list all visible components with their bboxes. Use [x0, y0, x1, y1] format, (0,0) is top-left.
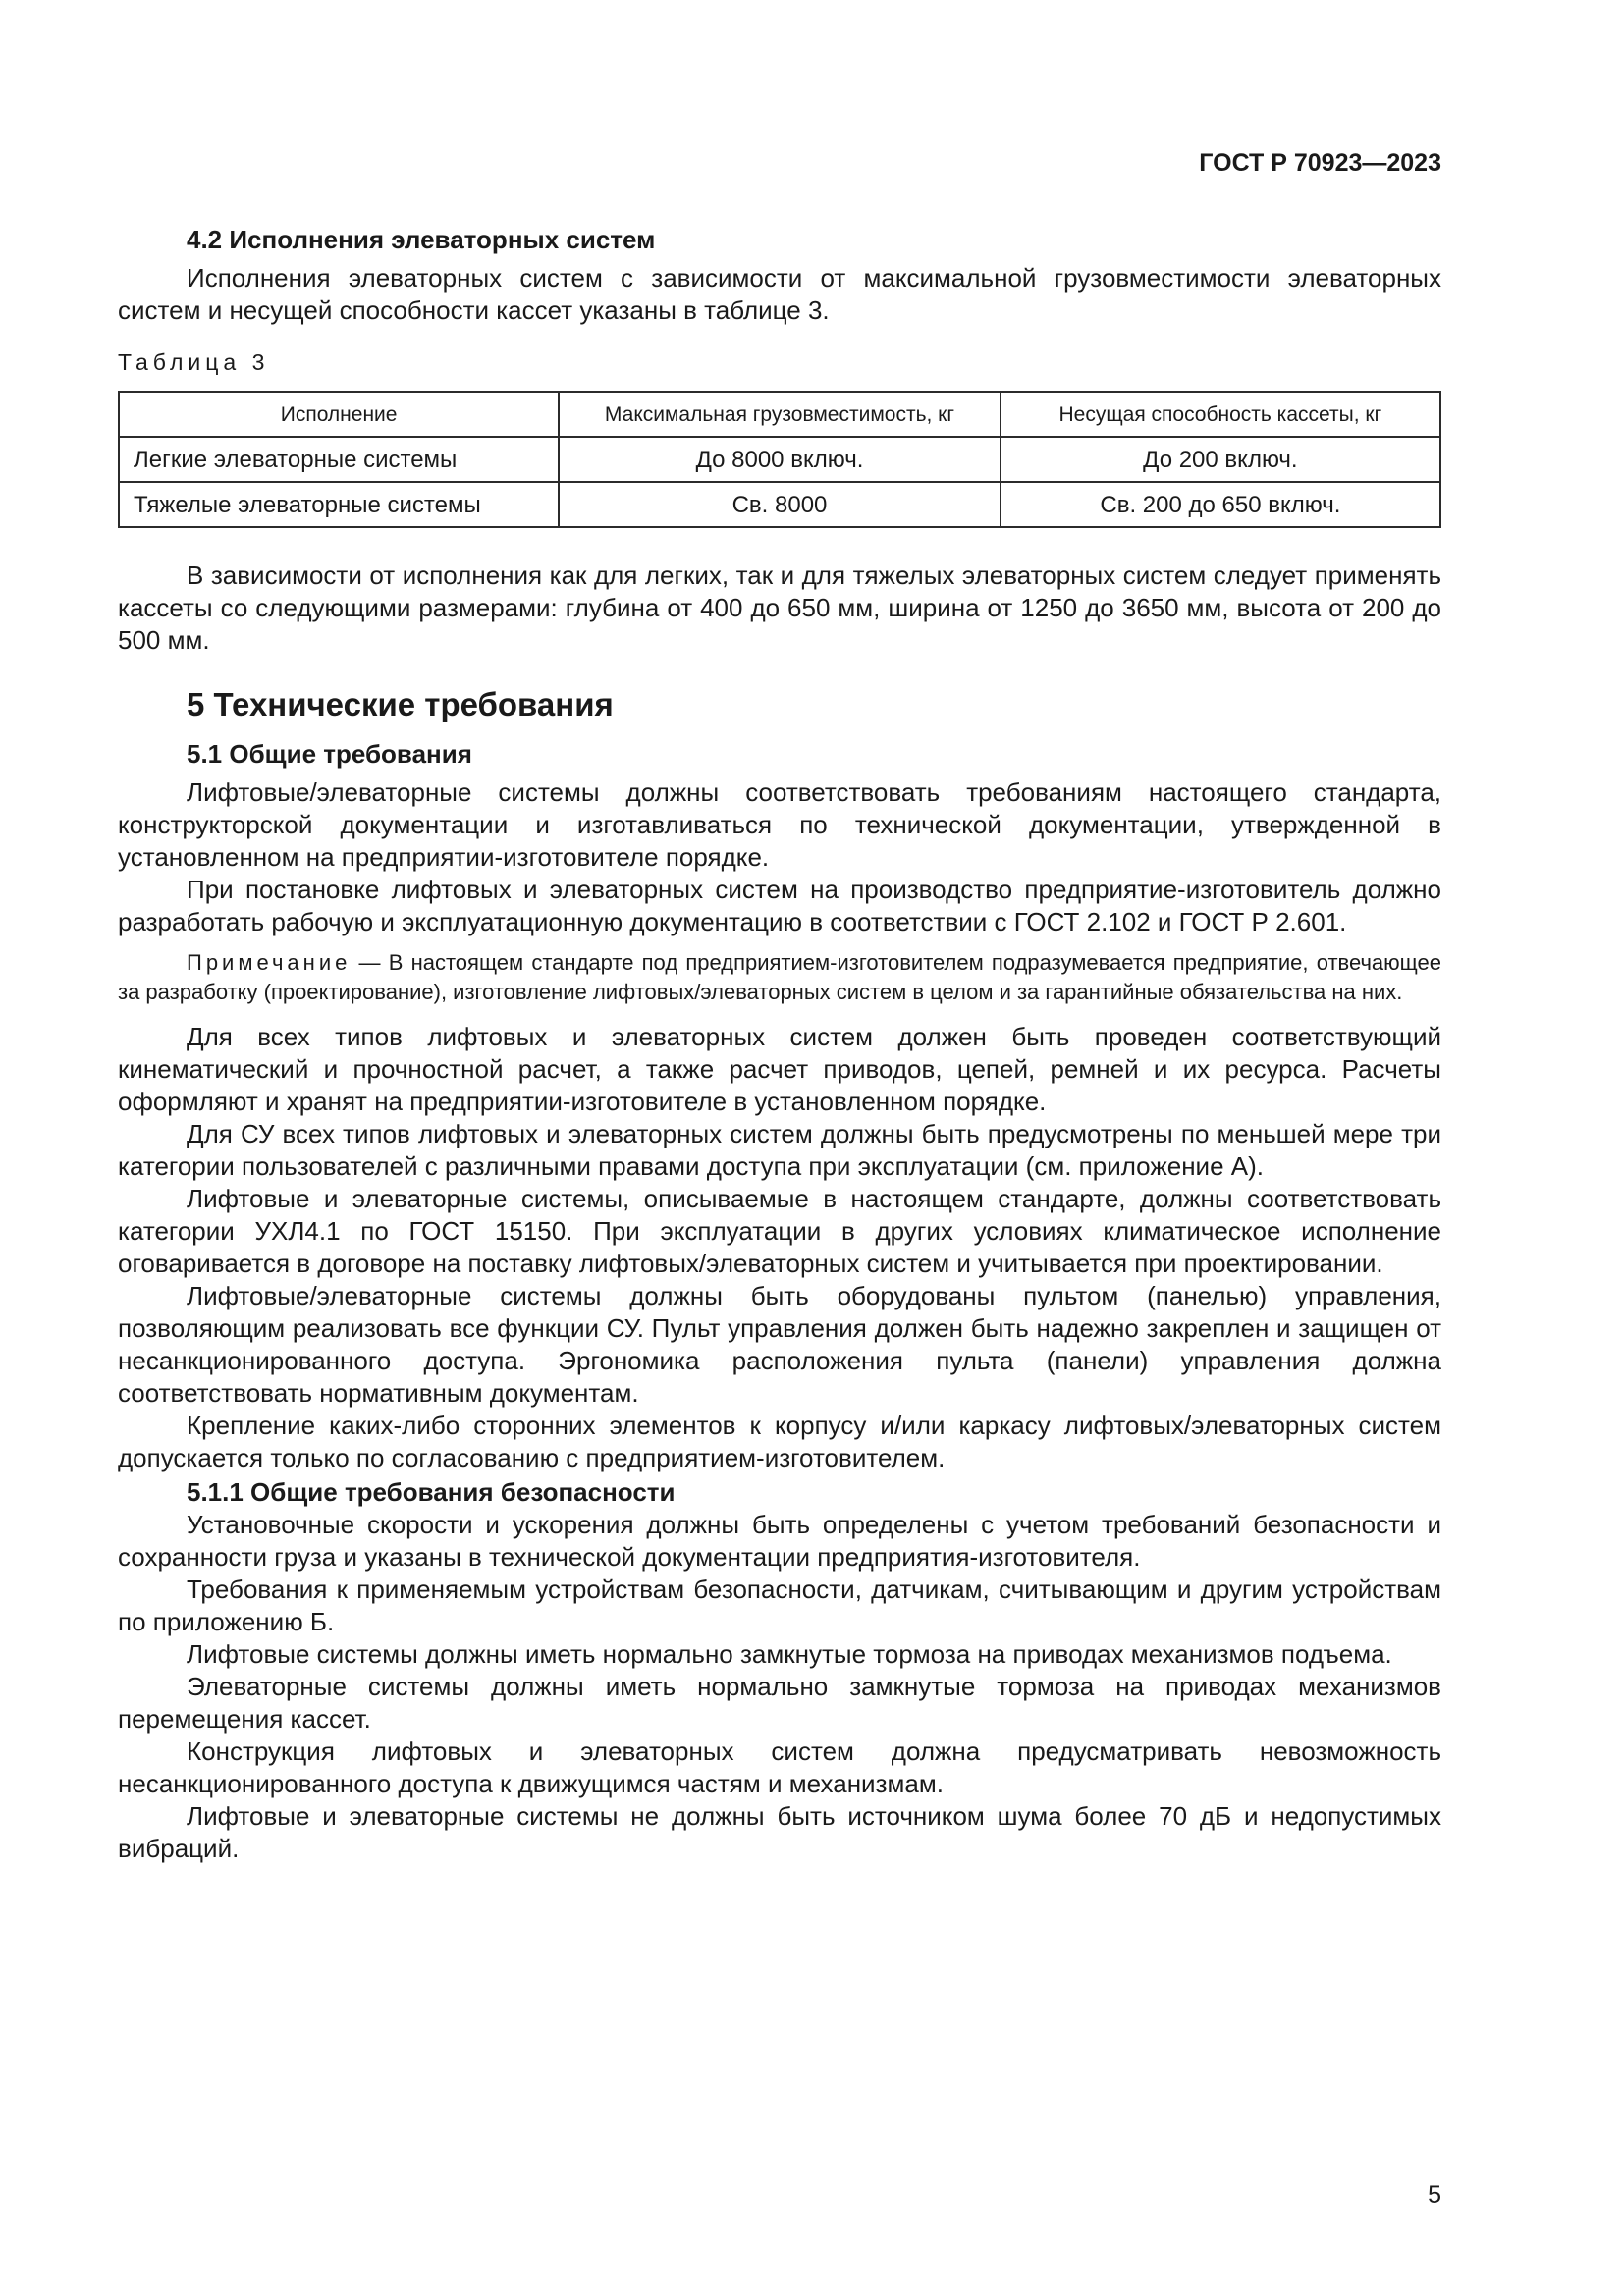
section-4-2-heading: 4.2 Исполнения элеваторных систем — [187, 225, 656, 254]
page-number: 5 — [1428, 2181, 1441, 2209]
table-header-cell: Несущая способность кассеты, кг — [1001, 392, 1440, 437]
after-table-paragraph: В зависимости от исполнения как для легких, так и для тяжелых элеваторных систем следует применять кассеты со следующими размерами: глубина от 400 до 650 мм, ширина от 1250 до 3650 мм, высота от 200 до 500 мм. — [118, 561, 1441, 655]
table-row — [119, 437, 1440, 482]
paragraph: При постановке лифтовых и элеваторных систем на производство предприятие-изготовитель должно разработать рабочую и эксплуатационную документацию в соответствии с ГОСТ 2.102 и ГОСТ Р 2.601. — [118, 875, 1441, 936]
paragraph: Лифтовые и элеваторные системы, описываемые в настоящем стандарте, должны соответствовать категории УХЛ4.1 по ГОСТ 15150. При эксплуатации в других условиях климатическое исполнение оговаривается в договоре на поставку лифтовых/элеваторных систем и учитывается при проектировании. — [118, 1184, 1441, 1278]
paragraph: Лифтовые и элеваторные системы не должны быть источником шума более 70 дБ и недопустимых вибраций. — [118, 1801, 1441, 1863]
table-cell: Св. 200 до 650 включ. — [1001, 482, 1440, 527]
section-4-2-intro: Исполнения элеваторных систем с зависимости от максимальной грузовместимости элеваторных систем и несущей способности кассет указаны в таблице 3. — [118, 263, 1441, 325]
paragraph: Крепление каких-либо сторонних элементов к корпусу и/или каркасу лифтовых/элеваторных систем допускается только по согласованию с предприятием-изготовителем. — [118, 1411, 1441, 1472]
table-header-cell: Исполнение — [119, 392, 559, 437]
paragraph: Лифтовые/элеваторные системы должны быть оборудованы пультом (панелью) управления, позволяющим реализовать все функции СУ. Пульт управления должен быть надежно закреплен и защищен от несанкционированного доступа. Эргономика расположения пульта (панели) управления должна соответствовать нормативным документам. — [118, 1281, 1441, 1408]
table-header-cell: Максимальная грузовместимость, кг — [559, 392, 1001, 437]
paragraph: Лифтовые системы должны иметь нормально замкнутые тормоза на приводах механизмов подъема. — [187, 1639, 1392, 1669]
table-caption: Таблица 3 — [118, 349, 270, 375]
section-5-1-1-heading: 5.1.1 Общие требования безопасности — [187, 1477, 676, 1507]
section-5-1-heading: 5.1 Общие требования — [187, 739, 472, 769]
table-cell: Легкие элеваторные системы — [119, 437, 559, 482]
note-text: — В настоящем стандарте под предприятием-изготовителем подразумевается предприятие, отвечающее за разработку (проектирование), изготовление лифтовых/элеваторных систем в целом и за гарантийные обязательства на них. — [118, 950, 1441, 1004]
note — [118, 948, 1441, 1007]
paragraph: Элеваторные системы должны иметь нормально замкнутые тормоза на приводах механизмов перемещения кассет. — [118, 1672, 1441, 1734]
page-content — [118, 224, 1441, 1865]
paragraph: Конструкция лифтовых и элеваторных систем должна предусматривать невозможность несанкционированного доступа к движущимся частям и механизмам. — [118, 1736, 1441, 1798]
table-cell: До 200 включ. — [1001, 437, 1440, 482]
paragraph: Установочные скорости и ускорения должны быть определены с учетом требований безопасности и сохранности груза и указаны в технической документации предприятия-изготовителя. — [118, 1510, 1441, 1572]
paragraph: Для СУ всех типов лифтовых и элеваторных систем должны быть предусмотрены по меньшей мере три категории пользователей с различными правами доступа при эксплуатации (см. приложение А). — [118, 1119, 1441, 1181]
table-row — [119, 482, 1440, 527]
paragraph: Лифтовые/элеваторные системы должны соответствовать требованиям настоящего стандарта, конструкторской документации и изготавливаться по технической документации, утвержденной в установленном на предприятии-изготовителе порядке. — [118, 777, 1441, 872]
note-label: Примечание — [187, 950, 352, 975]
table-cell: Тяжелые элеваторные системы — [119, 482, 559, 527]
table-3 — [118, 391, 1441, 528]
paragraph: Для всех типов лифтовых и элеваторных систем должен быть проведен соответствующий кинематический и прочностной расчет, а также расчет приводов, цепей, ремней и их ресурса. Расчеты оформляют и хранят на предприятии-изготовителе в установленном порядке. — [118, 1022, 1441, 1116]
paragraph: Требования к применяемым устройствам безопасности, датчикам, считывающим и другим устройствам по приложению Б. — [118, 1575, 1441, 1636]
table-header-row — [119, 392, 1440, 437]
table-cell: До 8000 включ. — [559, 437, 1001, 482]
section-5-heading: 5 Технические требования — [187, 686, 614, 722]
table-cell: Св. 8000 — [559, 482, 1001, 527]
standard-code: ГОСТ Р 70923—2023 — [1199, 149, 1441, 177]
